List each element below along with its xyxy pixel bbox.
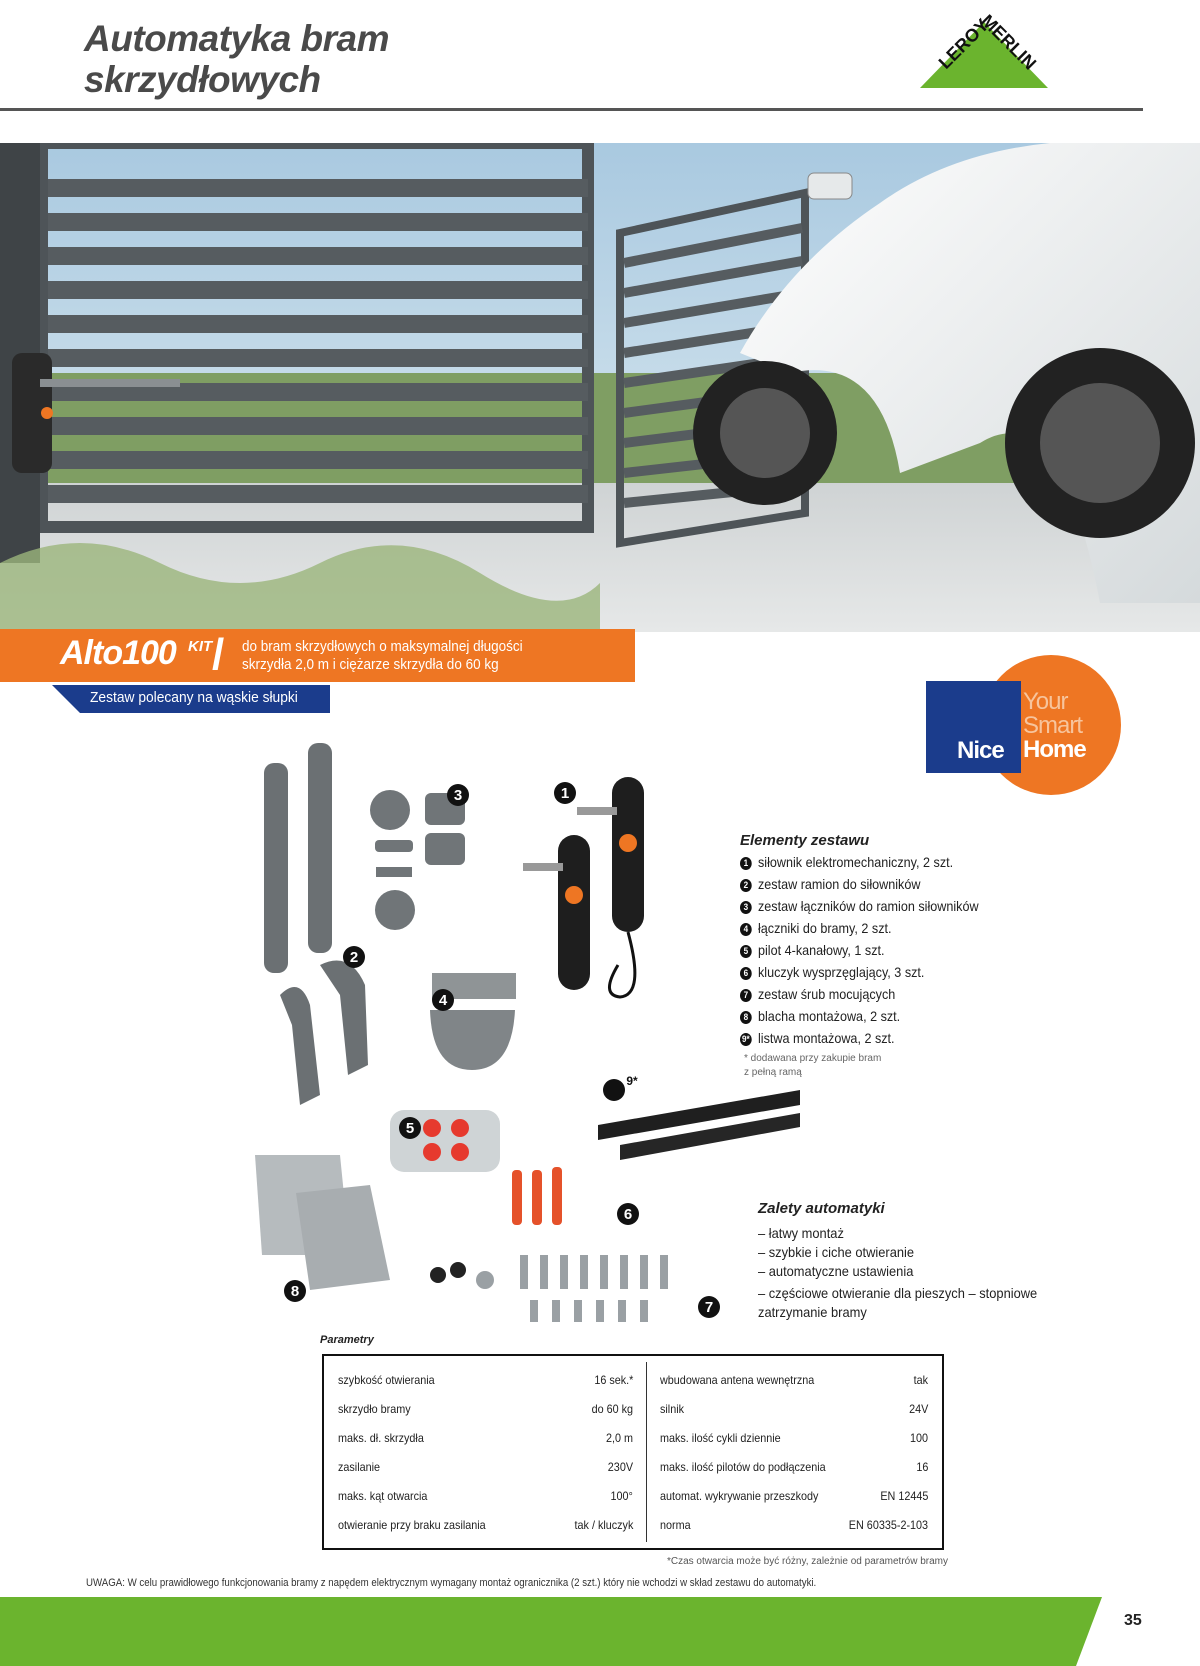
param-label: skrzydło bramy xyxy=(338,1402,411,1416)
callout-2: 2 xyxy=(349,949,359,966)
nice-logo-home: Home xyxy=(1023,736,1086,763)
list-item xyxy=(740,917,979,939)
param-label: maks. ilość cykli dziennie xyxy=(660,1431,781,1445)
product-suffix: KIT xyxy=(188,638,213,655)
advantage-item: – łatwy montaż xyxy=(758,1225,844,1241)
param-row xyxy=(338,1431,633,1451)
callout-8: 8 xyxy=(290,1283,300,1300)
param-row xyxy=(338,1402,633,1422)
list-item xyxy=(740,873,979,895)
item-number: 3 xyxy=(740,901,752,914)
param-value: tak / kluczyk xyxy=(574,1518,633,1532)
param-label: maks. kąt otwarcia xyxy=(338,1489,428,1503)
item-text: siłownik elektromechaniczny, 2 szt. xyxy=(758,854,954,870)
param-label: automat. wykrywanie przeszkody xyxy=(660,1489,819,1503)
param-row xyxy=(660,1489,928,1509)
warning-note: UWAGA: W celu prawidłowego funkcjonowania bramy z napędem elektrycznym wymagany montaż ogranicznika (2 szt.) który nie wchodzi w skład zestawu do automatyki. xyxy=(86,1577,817,1589)
param-value: do 60 kg xyxy=(591,1402,633,1416)
param-value: 100 xyxy=(909,1431,928,1445)
item-text: kluczyk wysprzęglający, 3 szt. xyxy=(758,964,925,980)
nice-logo-your: Your xyxy=(1023,688,1068,715)
param-label: maks. dł. skrzydła xyxy=(338,1431,424,1445)
param-value: 230V xyxy=(607,1460,633,1474)
hero-gate-car-photo xyxy=(0,143,1200,632)
product-description-line2: skrzydła 2,0 m i ciężarze skrzydła do 60 kg xyxy=(242,656,499,673)
item-text: zestaw ramion do siłowników xyxy=(758,876,921,892)
product-name: Alto100 xyxy=(60,634,176,672)
param-label: maks. ilość pilotów do podłączenia xyxy=(660,1460,826,1474)
param-value: EN 60335-2-103 xyxy=(848,1518,928,1532)
param-value: 100° xyxy=(610,1489,633,1503)
advantage-item: – szybkie i ciche otwieranie xyxy=(758,1244,915,1260)
item-number: 6 xyxy=(740,967,752,980)
item-number: 7 xyxy=(740,989,752,1002)
item-text: blacha montażowa, 2 szt. xyxy=(758,1008,901,1024)
list-item xyxy=(740,1005,979,1027)
callout-9: 9* xyxy=(626,1074,638,1088)
param-row xyxy=(660,1373,928,1393)
callout-7: 7 xyxy=(704,1299,714,1316)
footer-band xyxy=(0,1597,1102,1666)
list-item xyxy=(740,939,979,961)
param-value: 16 sek.* xyxy=(593,1373,633,1387)
param-value: tak xyxy=(913,1373,928,1387)
advantage-item: – częściowe otwieranie dla pieszych – stopniowe zatrzymanie bramy xyxy=(758,1285,1038,1320)
page-title xyxy=(84,18,684,100)
footnote: *Czas otwarcia może być różny, zależnie od parametrów bramy xyxy=(666,1556,948,1567)
elements-note: * dodawana przy zakupie bram z pełną ramą xyxy=(744,1053,882,1078)
item-number: 8 xyxy=(740,1011,752,1024)
param-label: silnik xyxy=(660,1402,685,1416)
logo-text-leroy: LEROY xyxy=(934,14,993,73)
item-text: listwa montażowa, 2 szt. xyxy=(758,1030,895,1046)
params-title: Parametry xyxy=(320,1334,374,1346)
callout-3: 3 xyxy=(453,787,463,804)
item-number: 1 xyxy=(740,857,752,870)
param-row xyxy=(338,1373,633,1393)
logo-text-merlin: MERLIN xyxy=(977,10,1041,74)
param-value: 2,0 m xyxy=(605,1431,633,1445)
item-text: łączniki do bramy, 2 szt. xyxy=(758,920,892,936)
nice-logo-tagline xyxy=(1023,690,1086,762)
header-divider xyxy=(0,108,1143,111)
param-row xyxy=(660,1460,928,1480)
item-number: 2 xyxy=(740,879,752,892)
param-row xyxy=(660,1518,928,1538)
recommendation-text: Zestaw polecany na wąskie słupki xyxy=(90,689,298,706)
param-label: szybkość otwierania xyxy=(338,1373,435,1387)
callout-4: 4 xyxy=(438,992,448,1009)
product-description-line1: do bram skrzydłowych o maksymalnej długości xyxy=(242,638,523,655)
param-label: norma xyxy=(660,1518,691,1532)
callout-6: 6 xyxy=(623,1206,633,1223)
param-value: 24V xyxy=(908,1402,928,1416)
page-title-line1: Automatyka bram xyxy=(84,18,390,59)
param-row xyxy=(338,1489,633,1509)
param-value: EN 12445 xyxy=(879,1489,928,1503)
item-text: pilot 4-kanałowy, 1 szt. xyxy=(758,942,885,958)
leroy-merlin-logo xyxy=(900,0,1060,100)
list-item xyxy=(740,1027,979,1049)
param-row xyxy=(338,1518,633,1538)
param-label: otwieranie przy braku zasilania xyxy=(338,1518,486,1532)
param-label: zasilanie xyxy=(338,1460,381,1474)
item-number: 5 xyxy=(740,945,752,958)
kit-components-illustration xyxy=(240,735,800,1335)
param-row xyxy=(660,1402,928,1422)
item-text: zestaw śrub mocujących xyxy=(758,986,896,1002)
item-text: zestaw łączników do ramion siłowników xyxy=(758,898,979,914)
item-number: 4 xyxy=(740,923,752,936)
nice-logo-brand: Nice xyxy=(957,737,1004,764)
callout-1: 1 xyxy=(560,785,570,802)
banner-slash: / xyxy=(212,630,225,679)
advantages-title: Zalety automatyki xyxy=(758,1200,885,1217)
callout-5: 5 xyxy=(405,1120,415,1137)
advantages-list xyxy=(758,1224,1138,1322)
list-item xyxy=(740,851,979,873)
product-description xyxy=(242,638,566,674)
param-row xyxy=(338,1460,633,1480)
param-value: 16 xyxy=(915,1460,928,1474)
nice-logo-smart: Smart xyxy=(1023,712,1083,739)
item-number: 9* xyxy=(740,1033,752,1046)
elements-list xyxy=(740,851,1005,1049)
params-divider xyxy=(646,1362,647,1542)
page-number: 35 xyxy=(1124,1612,1142,1629)
param-row xyxy=(660,1431,928,1451)
list-item xyxy=(740,961,979,983)
list-item xyxy=(740,895,979,917)
param-label: wbudowana antena wewnętrzna xyxy=(660,1373,815,1387)
page-title-line2: skrzydłowych xyxy=(84,59,321,100)
list-item xyxy=(740,983,979,1005)
advantage-item: – automatyczne ustawienia xyxy=(758,1263,914,1279)
elements-title: Elementy zestawu xyxy=(740,832,870,849)
